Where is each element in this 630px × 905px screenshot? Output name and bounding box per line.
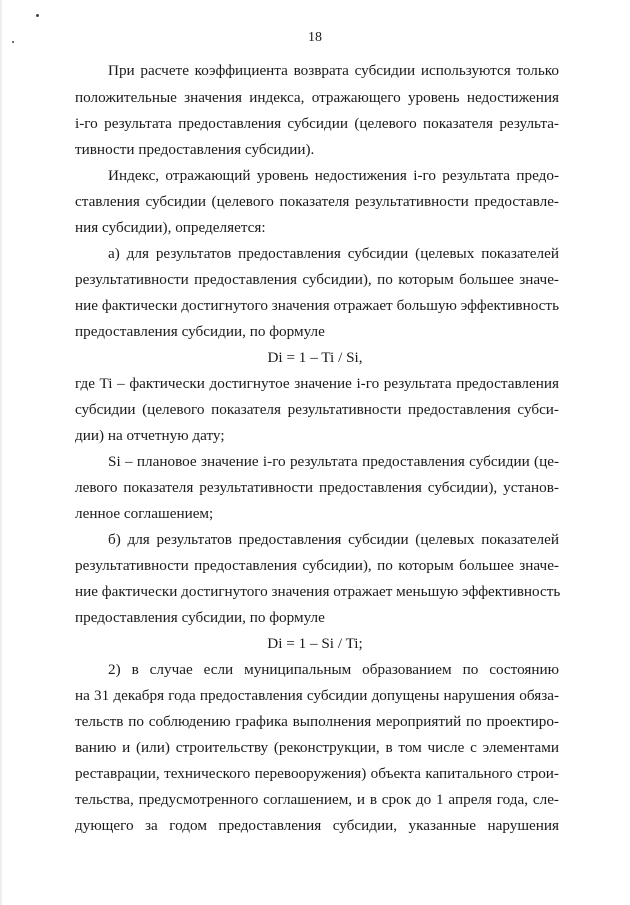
text-line: субсидии (целевого показателя результативности предоставления субси- xyxy=(75,401,559,418)
text-line: а) для результатов предоставления субсидии (целевых показателей xyxy=(108,245,559,262)
text-line: б) для результатов предоставления субсидии (целевых показателей xyxy=(108,531,559,548)
text-line: реставрации, технического перевооружения) объекта капитального строи- xyxy=(75,765,559,782)
text-line: результативности предоставления субсидии), по которым большее значе- xyxy=(75,557,559,574)
text-line: на 31 декабря года предоставления субсидии допущены нарушения обяза- xyxy=(75,687,559,704)
scan-edge-shadow xyxy=(0,0,3,905)
text-line: где Ti – фактически достигнутое значение i-го результата предоставления xyxy=(75,375,559,392)
text-line: тивности предоставления субсидии). xyxy=(75,141,315,158)
formula-line: Di = 1 – Ti / Si, xyxy=(267,349,363,366)
text-line: положительные значения индекса, отражающего уровень недостижения xyxy=(75,89,559,106)
text-line: тельств по соблюдению графика выполнения мероприятий по проектиро- xyxy=(75,713,559,730)
text-line: дующего за годом предоставления субсидии, указанные нарушения xyxy=(75,817,559,834)
text-line: ванию и (или) строительству (реконструкции, в том числе с элементами xyxy=(75,739,559,756)
text-line: i-го результата предоставления субсидии (целевого показателя результа- xyxy=(75,115,559,132)
text-line: ния субсидии), определяется: xyxy=(75,219,266,236)
text-line: ленное соглашением; xyxy=(75,505,214,522)
text-line: ние фактически достигнутого значения отражает большую эффективность xyxy=(75,297,559,314)
formula-line: Di = 1 – Si / Ti; xyxy=(267,635,363,652)
text-line: Si – плановое значение i-го результата предоставления субсидии (це- xyxy=(108,453,559,470)
text-line: предоставления субсидии, по формуле xyxy=(75,323,325,340)
text-line: ние фактически достигнутого значения отражает меньшую эффективность xyxy=(75,583,561,600)
text-line: Индекс, отражающий уровень недостижения i-го результата предо- xyxy=(108,167,559,184)
scan-speck xyxy=(36,14,39,17)
text-line: ставления субсидии (целевого показателя результативности предоставле- xyxy=(75,193,559,210)
text-line: результативности предоставления субсидии), по которым большее значе- xyxy=(75,271,559,288)
text-line: предоставления субсидии, по формуле xyxy=(75,609,325,626)
text-line: дии) на отчетную дату; xyxy=(75,427,225,444)
text-line: левого показателя результативности предоставления субсидии), установ- xyxy=(75,479,559,496)
text-line: При расчете коэффициента возврата субсидии используются только xyxy=(108,62,559,79)
page-number: 18 xyxy=(308,30,322,45)
text-line: тельства, предусмотренного соглашением, и в срок до 1 апреля года, сле- xyxy=(75,791,559,808)
text-line: 2) в случае если муниципальным образованием по состоянию xyxy=(108,661,559,678)
